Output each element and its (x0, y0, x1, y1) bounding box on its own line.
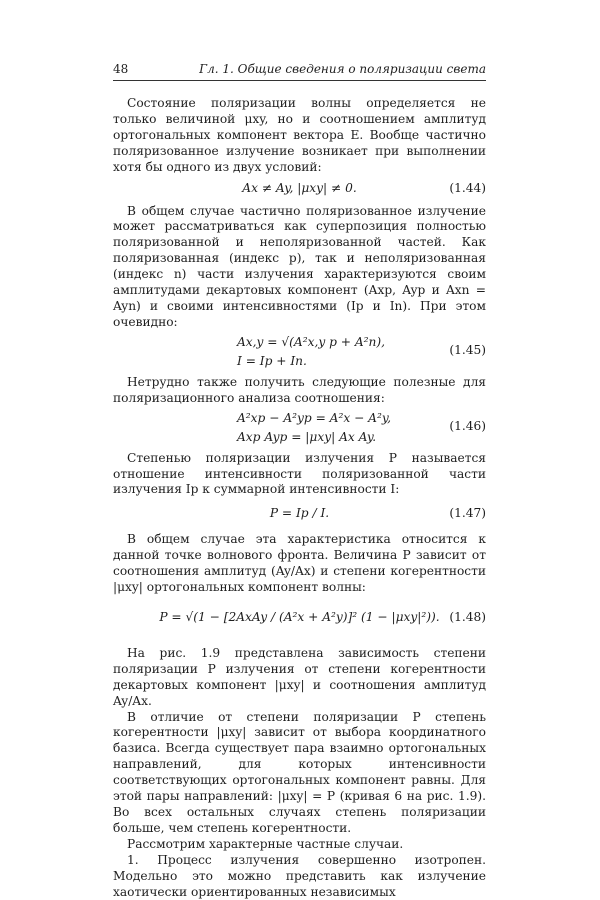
equation-1-46-line2: Axp Ayp = |μxy| Ax Ay. (237, 429, 377, 444)
equation-1-48-expr: P = √(1 − [2AxAy / (A²x + A²y)]² (1 − |μxy|²)). (159, 609, 440, 624)
paragraph-7: В отличие от степени поляризации P степень когерентности |μxy| зависит от выбора координатного базиса. Всегда существует пара взаимно ортогональных направлений, для которых интенсивности соответствующих ортогональных компонент равны. Для этой пары направлений: |μxy| = P (кривая 6 на рис. 1.9). Во всех остальных случаях степень поляризации больше, чем степень когерентности. (113, 709, 486, 835)
running-title: Гл. 1. Общие сведения о поляризации света (199, 62, 486, 76)
equation-1-45-line2: I = Ip + In. (237, 353, 307, 368)
paragraph-8: Рассмотрим характерные частные случаи. (127, 836, 404, 851)
paragraph-4: Степенью поляризации излучения P называется отношение интенсивности поляризованной части излучения Ip к суммарной интенсивности I: (113, 450, 486, 497)
equation-1-47 (113, 498, 486, 532)
paragraph-6: На рис. 1.9 представлена зависимость степени поляризации P излучения от степени когерентности декартовых компонент |μxy| и соотношения амплитуд Ay/Ax. (113, 645, 486, 708)
equation-1-44-expr: Ax ≠ Ay, |μxy| ≠ 0. (242, 180, 357, 195)
running-header (113, 60, 486, 80)
paragraph-5: В общем случае эта характеристика относится к данной точке волнового фронта. Величина P зависит от соотношения амплитуд (Ay/Ax) и степени когерентности |μxy| ортогональных компонент волны: (113, 532, 486, 595)
equation-1-45 (113, 331, 486, 375)
equation-1-47-expr: P = Ip / I. (269, 506, 330, 521)
equation-1-47-number: (1.47) (449, 506, 486, 521)
equation-1-48 (113, 596, 486, 646)
equation-1-44-number: (1.44) (449, 180, 486, 195)
equation-1-46-line1: A²xp − A²yp = A²x − A²y, (237, 410, 392, 425)
equation-1-44 (113, 176, 486, 204)
paragraph-2: В общем случае частично поляризованное излучение может рассматриваться как суперпозиция полностью поляризованной и неполяризованной частей. Как поляризованная (индекс p), так и неполяризованная (индекс n) части излучения характеризуются своим амплитудами декартовых компонент (Axp, Ayp и Axn = Ayn) и своими интенсивностями (Ip и In). При этом очевидно: (113, 203, 486, 329)
equation-1-46-number: (1.46) (449, 418, 486, 433)
equation-1-45-number: (1.45) (449, 342, 486, 357)
paragraph-1: Состояние поляризации волны определяется не только величиной μxy, но и соотношением амплитуд ортогональных компонент вектора E. Вообще частично поляризованное излучение возникает при выполнении хотя бы одного из двух условий: (113, 96, 486, 174)
page-number: 48 (113, 62, 129, 76)
equation-1-46 (113, 407, 486, 451)
paragraph-9: 1. Процесс излучения совершенно изотропен. Модельно это можно представить как излучение хаотически ориентированных независимых (113, 852, 486, 899)
page-body (113, 96, 486, 900)
paragraph-3: Нетрудно также получить следующие полезные для поляризационного анализа соотношения: (113, 374, 486, 405)
equation-1-48-number: (1.48) (449, 609, 486, 624)
equation-1-45-line1: Ax,y = √(A²x,y p + A²n), (237, 334, 386, 349)
header-rule (113, 80, 486, 81)
